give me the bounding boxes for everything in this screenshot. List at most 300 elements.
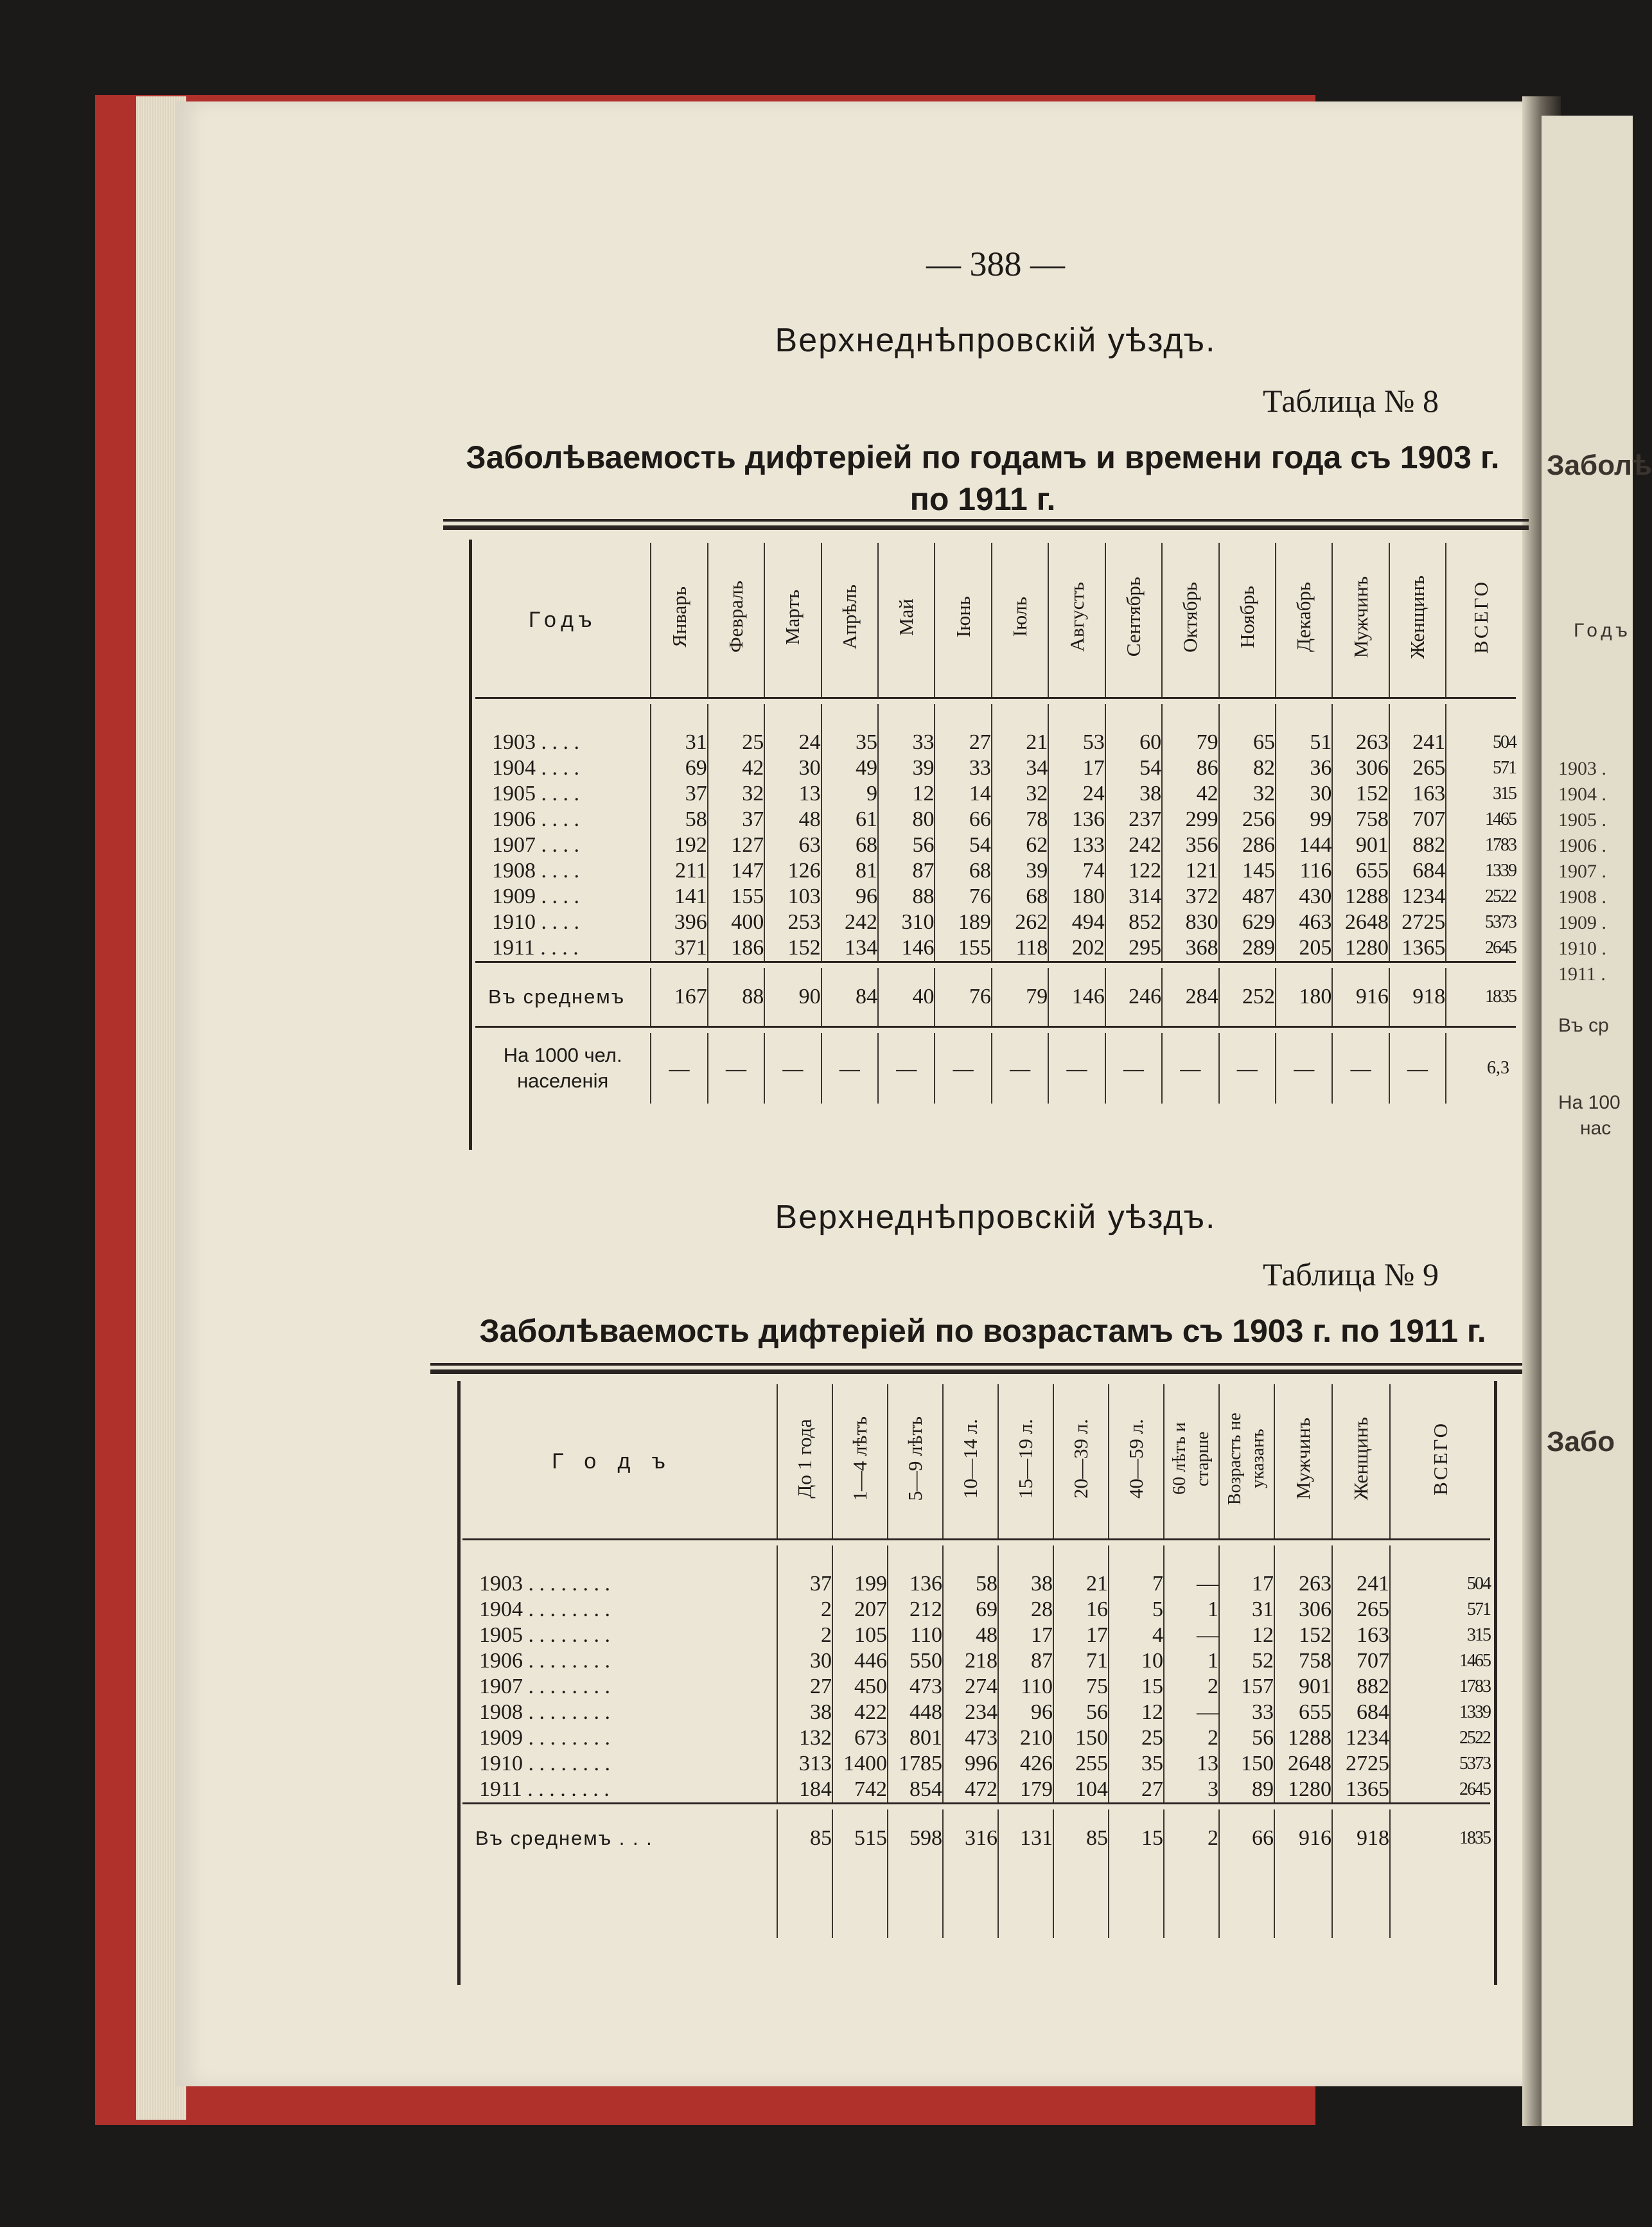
average-cell: 40 xyxy=(878,968,935,1027)
average-cell: 167 xyxy=(651,968,707,1027)
data-cell: 2725 xyxy=(1332,1751,1390,1777)
data-cell: 17 xyxy=(1048,755,1105,781)
data-cell: 25 xyxy=(708,730,764,755)
average-cell: 131 xyxy=(998,1809,1053,1867)
data-cell: 263 xyxy=(1332,730,1389,755)
data-cell: 1234 xyxy=(1389,884,1446,910)
data-cell: 2 xyxy=(777,1623,832,1648)
data-cell: 207 xyxy=(832,1597,888,1623)
data-cell: 262 xyxy=(992,910,1048,935)
data-cell: 33 xyxy=(935,755,991,781)
average-cell: 916 xyxy=(1332,968,1389,1027)
row-year-label: 1905 . . . . xyxy=(492,782,579,805)
next-page-row: Въ ср xyxy=(1558,1015,1609,1036)
next-page-caption: Забо xyxy=(1547,1426,1615,1457)
data-cell: 24 xyxy=(1048,781,1105,807)
data-cell: 5373 xyxy=(1390,1751,1490,1777)
data-cell: 205 xyxy=(1276,935,1332,962)
data-cell: 79 xyxy=(1162,730,1218,755)
column-header: Мартъ xyxy=(764,543,821,698)
average-cell: 15 xyxy=(1109,1809,1164,1867)
data-cell: 487 xyxy=(1219,884,1276,910)
data-cell: — xyxy=(1164,1571,1219,1597)
average-cell: 916 xyxy=(1274,1809,1332,1867)
data-cell: 34 xyxy=(992,755,1048,781)
data-cell: 14 xyxy=(935,781,991,807)
data-cell: 104 xyxy=(1053,1777,1109,1804)
column-header: Сентябрь xyxy=(1105,543,1162,698)
data-cell: 210 xyxy=(998,1725,1053,1751)
per-1000-cell: — xyxy=(1332,1033,1389,1104)
per-1000-cell: — xyxy=(1389,1033,1446,1104)
row-year-label: 1911 . . . . xyxy=(492,936,579,960)
data-cell: 2645 xyxy=(1390,1777,1490,1804)
column-header: Мужчинъ xyxy=(1274,1384,1332,1540)
data-cell: 17 xyxy=(1219,1571,1274,1597)
data-cell: 152 xyxy=(764,935,821,962)
data-cell: — xyxy=(1164,1700,1219,1725)
data-cell: 27 xyxy=(777,1674,832,1700)
per-1000-cell: — xyxy=(764,1033,821,1104)
data-cell: 21 xyxy=(1053,1571,1109,1597)
data-cell: 1783 xyxy=(1446,832,1516,858)
data-cell: 155 xyxy=(935,935,991,962)
column-header: Январь xyxy=(651,543,707,698)
data-cell: 133 xyxy=(1048,832,1105,858)
column-header: Декабрь xyxy=(1276,543,1332,698)
data-cell: 218 xyxy=(943,1648,998,1674)
average-cell: 515 xyxy=(832,1809,888,1867)
data-cell: 38 xyxy=(998,1571,1053,1597)
page-number: — 388 — xyxy=(926,245,1065,283)
row-year-label: 1909 . . . . . . . . xyxy=(479,1726,610,1750)
data-cell: 32 xyxy=(992,781,1048,807)
column-header: До 1 года xyxy=(777,1384,832,1540)
data-cell: 21 xyxy=(992,730,1048,755)
data-cell: 4 xyxy=(1109,1623,1164,1648)
column-header: Августъ xyxy=(1048,543,1105,698)
data-cell: 473 xyxy=(888,1674,943,1700)
data-cell: 56 xyxy=(878,832,935,858)
data-cell: 2522 xyxy=(1446,884,1516,910)
data-cell: 116 xyxy=(1276,858,1332,884)
next-page-row: На 100 xyxy=(1558,1092,1621,1113)
data-cell: 12 xyxy=(1219,1623,1274,1648)
next-page-row: 1906 . xyxy=(1558,835,1606,856)
data-cell: 121 xyxy=(1162,858,1218,884)
data-cell: 126 xyxy=(764,858,821,884)
data-cell: 30 xyxy=(777,1648,832,1674)
next-page-caption: Заболѣ xyxy=(1547,450,1652,481)
data-cell: 150 xyxy=(1219,1751,1274,1777)
table-row xyxy=(462,1648,1490,1674)
column-header: 1—4 лѣтъ xyxy=(832,1384,888,1540)
data-cell: 71 xyxy=(1053,1648,1109,1674)
row-year-label: 1909 . . . . xyxy=(492,885,579,908)
average-cell: 76 xyxy=(935,968,991,1027)
table-row xyxy=(475,832,1516,858)
table-right-rule xyxy=(1494,1381,1497,1985)
column-header-year: Годъ xyxy=(552,1448,687,1474)
data-cell: 189 xyxy=(935,910,991,935)
data-cell: 35 xyxy=(1109,1751,1164,1777)
data-cell: 1400 xyxy=(832,1751,888,1777)
data-cell: 299 xyxy=(1162,807,1218,832)
data-cell: 854 xyxy=(888,1777,943,1804)
data-cell: 76 xyxy=(935,884,991,910)
per-1000-cell: — xyxy=(878,1033,935,1104)
data-cell: 400 xyxy=(708,910,764,935)
data-cell: 629 xyxy=(1219,910,1276,935)
data-cell: 2 xyxy=(777,1597,832,1623)
data-cell: 31 xyxy=(651,730,707,755)
data-cell: 96 xyxy=(998,1700,1053,1725)
per-1000-cell: — xyxy=(1105,1033,1162,1104)
per-1000-cell: — xyxy=(992,1033,1048,1104)
data-cell: 87 xyxy=(878,858,935,884)
column-header: 5—9 лѣтъ xyxy=(888,1384,943,1540)
data-cell: 51 xyxy=(1276,730,1332,755)
table-row xyxy=(462,1777,1490,1804)
next-page-row: 1911 . xyxy=(1558,964,1606,985)
table-row xyxy=(462,1725,1490,1751)
data-cell: 27 xyxy=(1109,1777,1164,1804)
table-left-rule xyxy=(457,1381,461,1985)
row-year-label: 1908 . . . . xyxy=(492,859,579,883)
column-header: 60 лѣтъ и старше xyxy=(1164,1384,1219,1540)
data-cell: 463 xyxy=(1276,910,1332,935)
per-1000-row xyxy=(475,1033,1516,1104)
data-cell: 53 xyxy=(1048,730,1105,755)
table-morbidity-by-month xyxy=(475,543,1516,1104)
data-cell: 69 xyxy=(651,755,707,781)
column-header: Возрастъ не указанъ xyxy=(1219,1384,1274,1540)
data-cell: 68 xyxy=(992,884,1048,910)
data-cell: 37 xyxy=(777,1571,832,1597)
data-cell: 901 xyxy=(1332,832,1389,858)
data-cell: 315 xyxy=(1390,1623,1490,1648)
data-cell: 212 xyxy=(888,1597,943,1623)
table-row xyxy=(462,1597,1490,1623)
data-cell: 1288 xyxy=(1274,1725,1332,1751)
data-cell: 42 xyxy=(1162,781,1218,807)
row-year-label: 1910 . . . . . . . . xyxy=(479,1752,610,1775)
data-cell: 265 xyxy=(1332,1597,1390,1623)
table-row xyxy=(475,807,1516,832)
data-cell: 81 xyxy=(822,858,878,884)
data-cell: 86 xyxy=(1162,755,1218,781)
spacer-row xyxy=(475,704,1516,730)
table-row xyxy=(475,910,1516,935)
next-page-row: нас xyxy=(1580,1118,1612,1139)
data-cell: 237 xyxy=(1105,807,1162,832)
data-cell: 286 xyxy=(1219,832,1276,858)
district-heading: Верхнеднѣпровскій уѣздъ. xyxy=(775,1199,1217,1236)
data-cell: 136 xyxy=(1048,807,1105,832)
table-top-rule xyxy=(443,519,1529,522)
data-cell: 830 xyxy=(1162,910,1218,935)
data-cell: 368 xyxy=(1162,935,1218,962)
data-cell: 315 xyxy=(1446,781,1516,807)
per-1000-cell: — xyxy=(651,1033,707,1104)
table-top-rule xyxy=(430,1363,1522,1366)
data-cell: 118 xyxy=(992,935,1048,962)
data-cell: 1339 xyxy=(1446,858,1516,884)
average-cell: 1835 xyxy=(1446,968,1516,1027)
data-cell: 68 xyxy=(822,832,878,858)
average-cell: 146 xyxy=(1048,968,1105,1027)
next-page-row: 1905 . xyxy=(1558,809,1606,831)
data-cell: 684 xyxy=(1389,858,1446,884)
average-cell: 598 xyxy=(888,1809,943,1867)
data-cell: 1365 xyxy=(1389,935,1446,962)
data-cell: 310 xyxy=(878,910,935,935)
column-header: Іюнь xyxy=(935,543,991,698)
spacer-row xyxy=(462,1867,1490,1938)
data-cell: 186 xyxy=(708,935,764,962)
data-cell: 265 xyxy=(1389,755,1446,781)
average-cell: 88 xyxy=(708,968,764,1027)
column-header: 40—59 л. xyxy=(1109,1384,1164,1540)
average-cell: 84 xyxy=(822,968,878,1027)
data-cell: 2522 xyxy=(1390,1725,1490,1751)
data-cell: 242 xyxy=(1105,832,1162,858)
data-cell: 7 xyxy=(1109,1571,1164,1597)
data-cell: 38 xyxy=(777,1700,832,1725)
data-cell: 136 xyxy=(888,1571,943,1597)
data-cell: 3 xyxy=(1164,1777,1219,1804)
column-header: 15—19 л. xyxy=(998,1384,1053,1540)
table-row xyxy=(475,755,1516,781)
next-page-row: 1907 . xyxy=(1558,861,1606,882)
data-cell: 33 xyxy=(1219,1700,1274,1725)
data-cell: 31 xyxy=(1219,1597,1274,1623)
data-cell: 58 xyxy=(651,807,707,832)
average-cell: 85 xyxy=(1053,1809,1109,1867)
column-header: Ноябрь xyxy=(1219,543,1276,698)
data-cell: 202 xyxy=(1048,935,1105,962)
data-cell: 105 xyxy=(832,1623,888,1648)
average-cell: 246 xyxy=(1105,968,1162,1027)
column-header-year: Годъ xyxy=(528,607,597,632)
data-cell: 801 xyxy=(888,1725,943,1751)
average-cell: 90 xyxy=(764,968,821,1027)
column-header-total: ВСЕГО xyxy=(1390,1384,1490,1540)
header-separator xyxy=(462,1540,1490,1546)
table-morbidity-by-age xyxy=(462,1384,1490,1938)
data-cell: 68 xyxy=(935,858,991,884)
data-cell: 33 xyxy=(878,730,935,755)
per-capita-separator xyxy=(475,1027,1516,1034)
data-cell: 882 xyxy=(1332,1674,1390,1700)
data-cell: 473 xyxy=(943,1725,998,1751)
data-cell: 1365 xyxy=(1332,1777,1390,1804)
data-cell: 141 xyxy=(651,884,707,910)
column-header-total: ВСЕГО xyxy=(1446,543,1516,698)
table-caption-cont: по 1911 г. xyxy=(909,481,1056,517)
data-cell: 122 xyxy=(1105,858,1162,884)
data-cell: 758 xyxy=(1332,807,1389,832)
data-cell: 446 xyxy=(832,1648,888,1674)
per-1000-label-line: населенія xyxy=(517,1069,609,1092)
row-year-label: 1904 . . . . xyxy=(492,756,579,780)
row-year-label: 1905 . . . . . . . . xyxy=(479,1623,610,1647)
average-cell: 85 xyxy=(777,1809,832,1867)
data-cell: 255 xyxy=(1053,1751,1109,1777)
data-cell: 127 xyxy=(708,832,764,858)
average-row xyxy=(475,968,1516,1027)
next-page-row: 1903 . xyxy=(1558,758,1606,779)
data-cell: 550 xyxy=(888,1648,943,1674)
data-cell: 96 xyxy=(822,884,878,910)
data-cell: 655 xyxy=(1332,858,1389,884)
column-header: 20—39 л. xyxy=(1053,1384,1109,1540)
data-cell: 163 xyxy=(1389,781,1446,807)
spacer-row xyxy=(462,1545,1490,1571)
data-cell: 180 xyxy=(1048,884,1105,910)
data-cell: 147 xyxy=(708,858,764,884)
data-cell: 5 xyxy=(1109,1597,1164,1623)
data-cell: 314 xyxy=(1105,884,1162,910)
table-row xyxy=(462,1623,1490,1648)
data-cell: 146 xyxy=(878,935,935,962)
data-cell: 758 xyxy=(1274,1648,1332,1674)
data-cell: 241 xyxy=(1389,730,1446,755)
data-cell: 17 xyxy=(1053,1623,1109,1648)
data-cell: 256 xyxy=(1219,807,1276,832)
data-cell: 9 xyxy=(822,781,878,807)
data-cell: 211 xyxy=(651,858,707,884)
data-cell: 2648 xyxy=(1274,1751,1332,1777)
row-year-label: 1904 . . . . . . . . xyxy=(479,1598,610,1621)
data-cell: 69 xyxy=(943,1597,998,1623)
data-cell: 184 xyxy=(777,1777,832,1804)
data-cell: 684 xyxy=(1332,1700,1390,1725)
data-cell: 1465 xyxy=(1390,1648,1490,1674)
data-cell: 242 xyxy=(822,910,878,935)
data-cell: 39 xyxy=(992,858,1048,884)
data-cell: 655 xyxy=(1274,1700,1332,1725)
data-cell: 80 xyxy=(878,807,935,832)
data-cell: 430 xyxy=(1276,884,1332,910)
data-cell: 306 xyxy=(1332,755,1389,781)
data-cell: 48 xyxy=(764,807,821,832)
average-cell: 918 xyxy=(1332,1809,1390,1867)
average-cell: 79 xyxy=(992,968,1048,1027)
data-cell: 1465 xyxy=(1446,807,1516,832)
average-cell: 66 xyxy=(1219,1809,1274,1867)
data-cell: 152 xyxy=(1332,781,1389,807)
data-cell: 5373 xyxy=(1446,910,1516,935)
average-cell: 252 xyxy=(1219,968,1276,1027)
data-cell: 66 xyxy=(935,807,991,832)
data-cell: 62 xyxy=(992,832,1048,858)
data-cell: 1339 xyxy=(1390,1700,1490,1725)
per-1000-cell: — xyxy=(708,1033,764,1104)
average-cell: 918 xyxy=(1389,968,1446,1027)
data-cell: 89 xyxy=(1219,1777,1274,1804)
average-label: Въ среднемъ . . . xyxy=(475,1827,653,1849)
data-cell: 25 xyxy=(1109,1725,1164,1751)
column-header: Женщинъ xyxy=(1332,1384,1390,1540)
district-heading: Верхнеднѣпровскій уѣздъ. xyxy=(775,322,1217,359)
table-row xyxy=(462,1700,1490,1725)
column-header: Іюль xyxy=(992,543,1048,698)
data-cell: 450 xyxy=(832,1674,888,1700)
data-cell: 504 xyxy=(1446,730,1516,755)
data-cell: 10 xyxy=(1109,1648,1164,1674)
data-cell: 852 xyxy=(1105,910,1162,935)
row-year-label: 1906 . . . . . . . . xyxy=(479,1649,610,1673)
data-cell: 2 xyxy=(1164,1674,1219,1700)
column-header: Май xyxy=(878,543,935,698)
table-row xyxy=(475,730,1516,755)
average-label: Въ среднемъ xyxy=(488,985,626,1008)
row-year-label: 1903 . . . . xyxy=(492,730,579,754)
row-year-label: 1908 . . . . . . . . xyxy=(479,1700,610,1724)
per-1000-cell: 6,3 xyxy=(1446,1033,1516,1104)
data-cell: 37 xyxy=(708,807,764,832)
per-1000-cell: — xyxy=(822,1033,878,1104)
data-cell: 263 xyxy=(1274,1571,1332,1597)
data-cell: 27 xyxy=(935,730,991,755)
column-header: Женщинъ xyxy=(1389,543,1446,698)
next-page-row: 1909 . xyxy=(1558,912,1606,933)
data-cell: 192 xyxy=(651,832,707,858)
data-cell: 32 xyxy=(1219,781,1276,807)
data-cell: 38 xyxy=(1105,781,1162,807)
data-cell: 504 xyxy=(1390,1571,1490,1597)
table-caption: Заболѣваемость дифтеріей по возрастамъ съ 1903 г. по 1911 г. xyxy=(479,1313,1486,1349)
table-caption: Заболѣваемость дифтеріей по годамъ и времени года съ 1903 г. xyxy=(466,439,1500,475)
data-cell: 15 xyxy=(1109,1674,1164,1700)
average-cell: 284 xyxy=(1162,968,1218,1027)
average-cell: 1835 xyxy=(1390,1809,1490,1867)
column-header: Октябрь xyxy=(1162,543,1218,698)
data-cell: 110 xyxy=(888,1623,943,1648)
table-header-row xyxy=(475,543,1516,698)
per-1000-cell: — xyxy=(1162,1033,1218,1104)
data-cell: 371 xyxy=(651,935,707,962)
average-cell: 180 xyxy=(1276,968,1332,1027)
data-cell: 448 xyxy=(888,1700,943,1725)
data-cell: 253 xyxy=(764,910,821,935)
next-page-row: 1904 . xyxy=(1558,784,1606,805)
data-cell: 63 xyxy=(764,832,821,858)
row-year-label: 1903 . . . . . . . . xyxy=(479,1572,610,1596)
row-year-label: 1907 . . . . xyxy=(492,833,579,857)
data-cell: 13 xyxy=(764,781,821,807)
table-row xyxy=(475,935,1516,962)
data-cell: 82 xyxy=(1219,755,1276,781)
data-cell: — xyxy=(1164,1623,1219,1648)
data-cell: 313 xyxy=(777,1751,832,1777)
data-cell: 494 xyxy=(1048,910,1105,935)
data-cell: 295 xyxy=(1105,935,1162,962)
per-1000-label-line: На 1000 чел. xyxy=(503,1044,622,1066)
data-cell: 163 xyxy=(1332,1623,1390,1648)
data-cell: 372 xyxy=(1162,884,1218,910)
data-cell: 707 xyxy=(1332,1648,1390,1674)
data-cell: 673 xyxy=(832,1725,888,1751)
data-cell: 2 xyxy=(1164,1725,1219,1751)
data-cell: 54 xyxy=(935,832,991,858)
data-cell: 396 xyxy=(651,910,707,935)
data-cell: 157 xyxy=(1219,1674,1274,1700)
table-row xyxy=(462,1674,1490,1700)
data-cell: 56 xyxy=(1219,1725,1274,1751)
data-cell: 87 xyxy=(998,1648,1053,1674)
